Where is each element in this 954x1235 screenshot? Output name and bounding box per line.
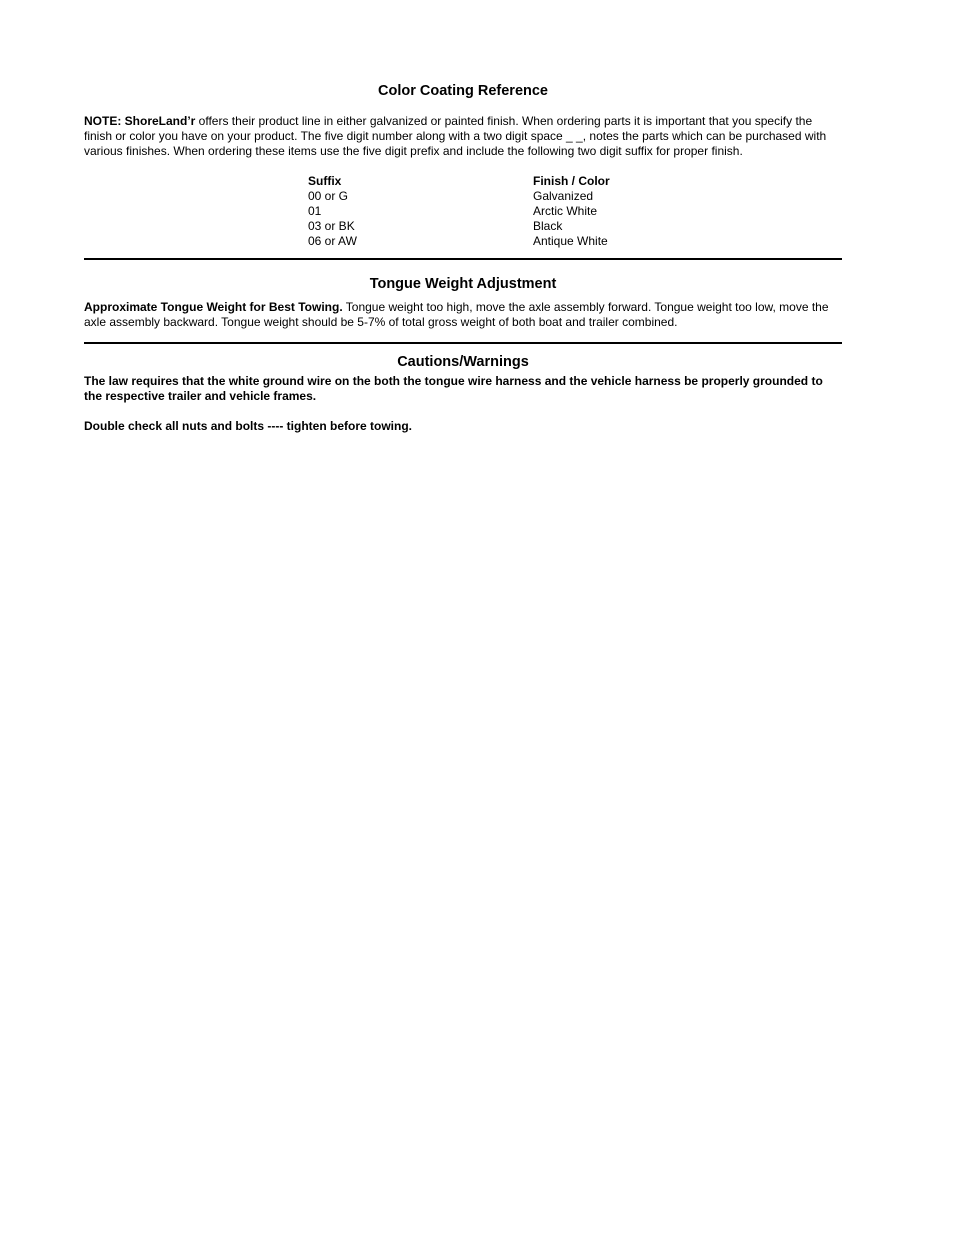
note-lead: NOTE: ShoreLand’r	[84, 114, 196, 128]
tongue-weight-text	[84, 300, 842, 330]
finish-cell: Black	[533, 219, 563, 233]
suffix-table-header	[308, 174, 842, 189]
suffix-cell: 06 or AW	[308, 234, 357, 248]
caution-nuts-bolts: Double check all nuts and bolts ---- tighten before towing.	[84, 419, 413, 433]
color-coating-title: Color Coating Reference	[378, 83, 548, 99]
suffix-cell: 00 or G	[308, 189, 349, 203]
table-row	[308, 234, 842, 249]
finish-cell: Antique White	[533, 234, 608, 248]
table-row	[308, 189, 842, 204]
finish-cell: Arctic White	[533, 204, 598, 218]
note-body: offers their product line in either galvanized or painted finish. When ordering parts it is important that you specify the finish or color you have on your product. The five digit number along with a two digit space _ _, notes the parts which can be purchased with various finishes. When ordering these items use the five digit prefix and include the following two digit suffix for proper finish.	[84, 114, 827, 158]
color-coating-note	[84, 114, 842, 159]
cautions-title: Cautions/Warnings	[397, 354, 529, 370]
tongue-weight-body: Tongue weight too high, move the axle assembly forward. Tongue weight too low, move the axle assembly backward. Tongue weight should be 5-7% of total gross weight of both boat and trailer combined.	[84, 300, 829, 329]
finish-header: Finish / Color	[533, 174, 610, 188]
table-row	[308, 219, 842, 234]
suffix-cell: 01	[308, 204, 322, 218]
caution-ground-wire: The law requires that the white ground wire on the both the tongue wire harness and the vehicle harness be properly grounded to the respective trailer and vehicle frames.	[84, 374, 823, 403]
tongue-weight-lead: Approximate Tongue Weight for Best Towing.	[84, 300, 343, 314]
finish-cell: Galvanized	[533, 189, 594, 203]
suffix-table	[308, 174, 842, 249]
tongue-weight-title: Tongue Weight Adjustment	[369, 276, 557, 292]
suffix-cell: 03 or BK	[308, 219, 355, 233]
table-row	[308, 204, 842, 219]
document-content	[84, 0, 842, 434]
suffix-header: Suffix	[308, 174, 342, 188]
